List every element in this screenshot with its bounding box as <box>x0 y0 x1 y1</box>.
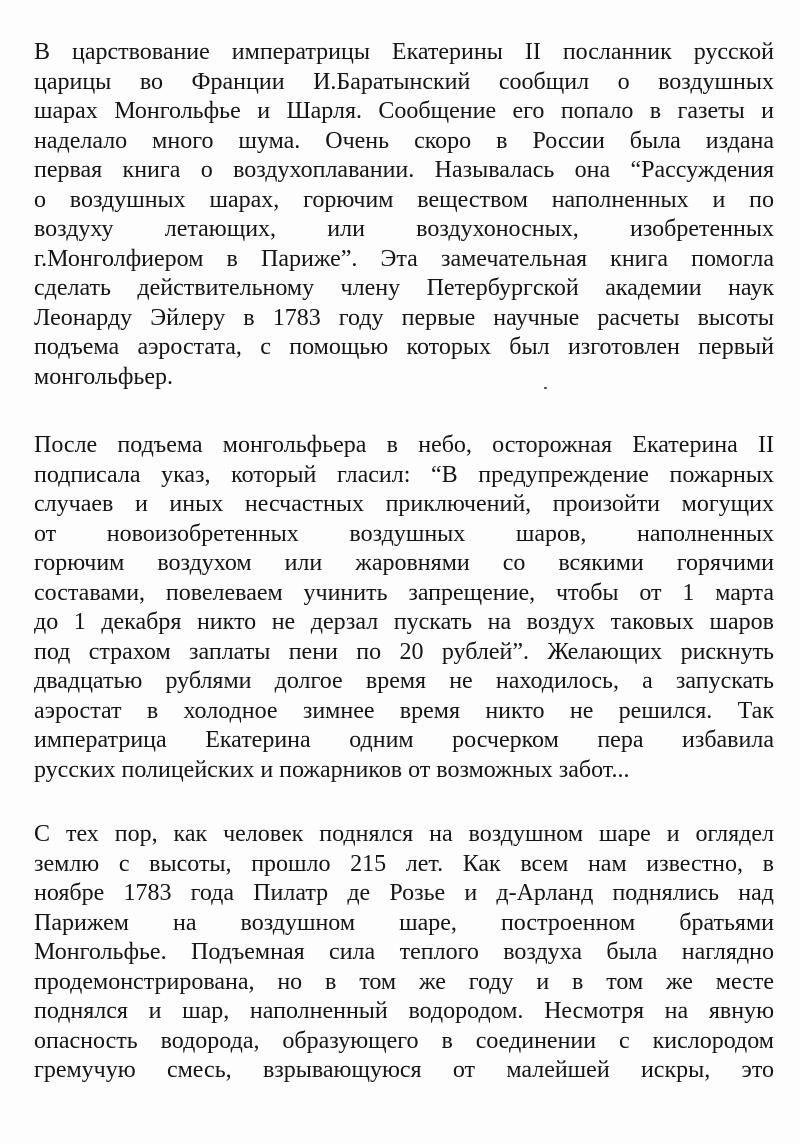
paragraph-line: царицы во Франции И.Баратынский сообщил о воздушных <box>34 68 774 95</box>
paragraph-line: от новоизобретенных воздушных шаров, наполненных <box>34 520 774 547</box>
paragraph-line: ноябре 1783 года Пилатр де Розье и д-Арланд поднялись над <box>34 880 774 906</box>
paragraph-line: опасность водорода, образующего в соединении с кислородом <box>34 1027 774 1054</box>
paragraph-line: двадцатью рублями долгое время не находилось, а запускать <box>34 668 774 694</box>
paragraph-line: русских полицейских и пожарников от возможных забот... <box>34 756 630 783</box>
paragraph-line: землю с высоты, прошло 215 лет. Как всем нам известно, в <box>34 850 774 877</box>
paragraph-line: Леонарду Эйлеру в 1783 году первые научные расчеты высоты <box>34 304 774 331</box>
paragraph-line: случаев и иных несчастных приключений, произойти могущих <box>34 491 774 517</box>
paragraph-line: наделало много шума. Очень скоро в России была издана <box>34 127 774 154</box>
paragraph-line: Монгольфье. Подъемная сила теплого воздуха была наглядно <box>34 939 774 965</box>
paragraph-line: шарах Монгольфье и Шарля. Сообщение его попало в газеты и <box>34 98 774 124</box>
paragraph-line: составами, повелеваем учинить запрещение, чтобы от 1 марта <box>34 579 774 606</box>
paragraph-line: первая книга о воздухоплавании. Называлась она “Рассуждения <box>34 157 774 183</box>
paragraph-line: продемонстрирована, но в том же году и в том же месте <box>34 968 774 995</box>
paragraph-line: гремучую смесь, взрывающуюся от малейшей искры, это <box>34 1057 774 1083</box>
paragraph-line: воздуху летающих, или воздухоносных, изобретенных <box>34 216 774 242</box>
paragraph-line: под страхом заплаты пени по 20 рублей”. Желающих рискнуть <box>34 638 774 665</box>
paragraph-line: С тех пор, как человек поднялся на воздушном шаре и оглядел <box>34 821 774 847</box>
paragraph-line: сделать действительному члену Петербургской академии наук <box>34 275 774 301</box>
paragraph-line: подписала указ, который гласил: “В предупреждение пожарных <box>34 461 774 488</box>
paragraph-line: После подъема монгольфьера в небо, осторожная Екатерина II <box>34 432 774 458</box>
paragraph-3 <box>34 820 774 1086</box>
paragraph-2 <box>34 431 774 785</box>
paragraph-line: до 1 декабря никто не дерзал пускать на воздух таковых шаров <box>34 609 774 635</box>
paragraph-line: Парижем на воздушном шаре, построенном братьями <box>34 909 774 936</box>
paragraph-line: подъема аэростата, с помощью которых был изготовлен первый <box>34 334 774 360</box>
paragraph-line: аэростат в холодное зимнее время никто не решился. Так <box>34 697 774 724</box>
paragraph-line: г.Монголфиером в Париже”. Эта замечательная книга помогла <box>34 245 774 272</box>
paragraph-line: монгольфьер. <box>34 363 174 390</box>
paragraph-line: горючим воздухом или жаровнями со всякими горячими <box>34 550 774 576</box>
paragraph-line: императрица Екатерина одним росчерком пера избавила <box>34 727 774 753</box>
paragraph-line: поднялся и шар, наполненный водородом. Несмотря на явную <box>34 998 774 1024</box>
paragraph-line: В царствование императрицы Екатерины II посланник русской <box>34 39 774 65</box>
scan-speck <box>544 387 547 389</box>
paragraph-line: о воздушных шарах, горючим веществом наполненных и по <box>34 186 774 213</box>
paragraph-1 <box>34 38 774 392</box>
